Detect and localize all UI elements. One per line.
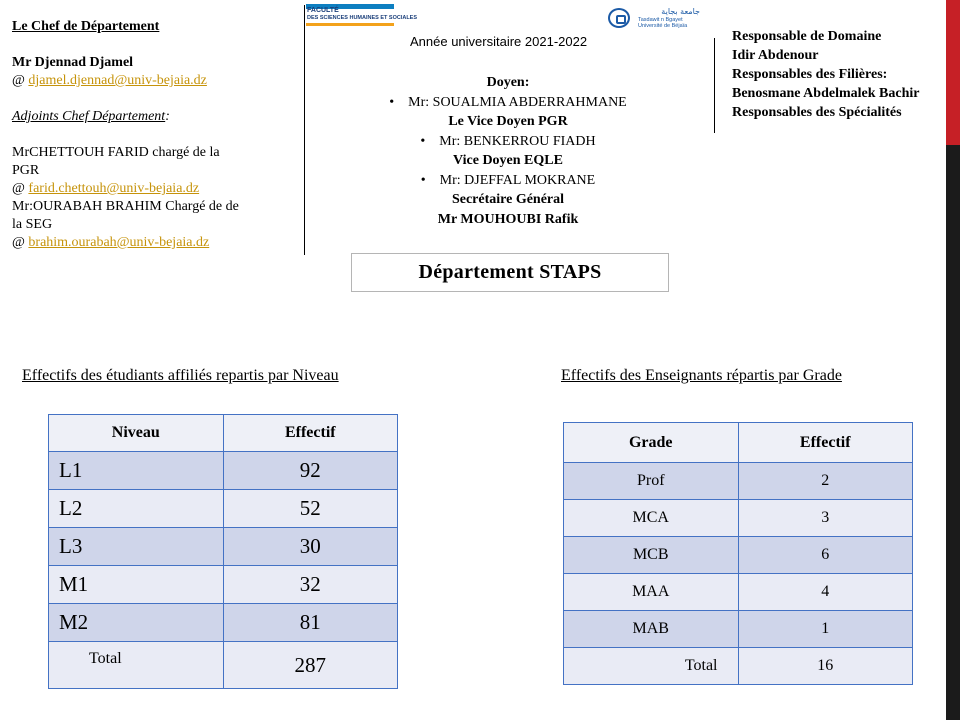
- teachers-table-title: Effectifs des Enseignants répartis par Grade: [561, 367, 842, 384]
- academic-year: Année universitaire 2021-2022: [410, 34, 588, 49]
- grade-cell: MAB: [564, 611, 739, 648]
- table-row: [49, 604, 398, 642]
- specialite-managers-label: Responsables des Spécialités: [732, 105, 902, 120]
- total-row: [564, 648, 913, 685]
- adjoint2-line2: la SEG: [12, 217, 53, 232]
- table-row: [564, 537, 913, 574]
- adjoint2-email-line: @ brahim.ourabah@univ-bejaia.dz: [12, 235, 210, 250]
- count-cell: 30: [223, 528, 397, 566]
- adjoint1-line1: MrCHETTOUH FARID chargé de la: [12, 145, 220, 160]
- vice-doyen-eqle-label: Vice Doyen EQLE: [453, 153, 563, 168]
- header-effectif: Effectif: [738, 423, 913, 463]
- table-header-row: [49, 415, 398, 452]
- students-table: [48, 414, 398, 689]
- doyen-label: Doyen:: [486, 75, 530, 90]
- table-row: [564, 574, 913, 611]
- secretaire-general-name: Mr MOUHOUBI Rafik: [437, 211, 579, 227]
- adjoint2-email-link[interactable]: brahim.ourabah@univ-bejaia.dz: [28, 235, 210, 250]
- adjoint1-email-line: @ farid.chettouh@univ-bejaia.dz: [12, 181, 200, 196]
- chef-name: Mr Djennad Djamel: [12, 55, 134, 70]
- vice-doyen-pgr-name: • Mr: BENKERROU FIADH: [330, 132, 686, 152]
- table-row: [564, 611, 913, 648]
- header-grade: Grade: [564, 423, 739, 463]
- total-value: 287: [223, 642, 397, 689]
- teachers-table: [563, 422, 913, 685]
- divider-right: [714, 38, 715, 133]
- count-cell: 32: [223, 566, 397, 604]
- doyen-name: • Mr: SOUALMIA ABDERRAHMANE: [330, 93, 686, 113]
- vice-doyen-eqle-name: • Mr: DJEFFAL MOKRANE: [330, 171, 686, 191]
- secretaire-general-label: Secrétaire Général: [451, 192, 565, 207]
- chef-email-link[interactable]: djamel.djennad@univ-bejaia.dz: [28, 73, 207, 88]
- table-row: [49, 452, 398, 490]
- university-emblem-icon: [608, 8, 630, 28]
- count-cell: 4: [738, 574, 913, 611]
- count-cell: 2: [738, 463, 913, 500]
- domain-manager-label: Responsable de Domaine: [732, 29, 882, 44]
- level-cell: L3: [49, 528, 224, 566]
- count-cell: 1: [738, 611, 913, 648]
- adjoint1-line2: PGR: [12, 163, 40, 178]
- grade-cell: MCA: [564, 500, 739, 537]
- grade-cell: MCB: [564, 537, 739, 574]
- table-row: [564, 500, 913, 537]
- faculty-officials-block: [330, 73, 686, 229]
- count-cell: 52: [223, 490, 397, 528]
- adjoint1-email-link[interactable]: farid.chettouh@univ-bejaia.dz: [28, 181, 200, 196]
- level-cell: M2: [49, 604, 224, 642]
- total-label: Total: [49, 642, 224, 689]
- table-row: [49, 490, 398, 528]
- domain-managers-block: [732, 27, 944, 122]
- total-label: Total: [564, 648, 739, 685]
- header-niveau: Niveau: [49, 415, 224, 452]
- header-effectif: Effectif: [223, 415, 397, 452]
- vice-doyen-pgr-label: Le Vice Doyen PGR: [448, 114, 568, 129]
- students-table-title: Effectifs des étudiants affiliés repartis par Niveau: [22, 367, 339, 384]
- adjoint2-line1: Mr:OURABAH BRAHIM Chargé de de: [12, 199, 239, 214]
- department-heads-block: [12, 18, 297, 252]
- table-row: [564, 463, 913, 500]
- filiere-managers-label: Responsables des Filières:: [732, 67, 888, 82]
- count-cell: 3: [738, 500, 913, 537]
- chef-email-line: @ djamel.djennad@univ-bejaia.dz: [12, 73, 207, 88]
- table-row: [49, 528, 398, 566]
- table-header-row: [564, 423, 913, 463]
- domain-manager-name: Idir Abdenour: [732, 48, 819, 63]
- filiere-manager-name: Benosmane Abdelmalek Bachir: [732, 86, 920, 101]
- adjoints-title: Adjoints Chef Département:: [12, 109, 170, 124]
- grade-cell: Prof: [564, 463, 739, 500]
- department-title: Département STAPS: [351, 253, 669, 292]
- faculty-logo: FACULTÉ DES SCIENCES HUMAINES ET SOCIALES: [306, 4, 394, 28]
- level-cell: M1: [49, 566, 224, 604]
- table-row: [49, 566, 398, 604]
- university-logo: جامعة بجاية Tasdawit n Bgayet Université de Béjaïa: [608, 8, 703, 30]
- count-cell: 81: [223, 604, 397, 642]
- total-row: [49, 642, 398, 689]
- level-cell: L1: [49, 452, 224, 490]
- slide-edge-red: [946, 0, 960, 145]
- level-cell: L2: [49, 490, 224, 528]
- total-value: 16: [738, 648, 913, 685]
- grade-cell: MAA: [564, 574, 739, 611]
- divider-left: [304, 5, 305, 255]
- count-cell: 6: [738, 537, 913, 574]
- chef-title: Le Chef de Département: [12, 19, 160, 34]
- count-cell: 92: [223, 452, 397, 490]
